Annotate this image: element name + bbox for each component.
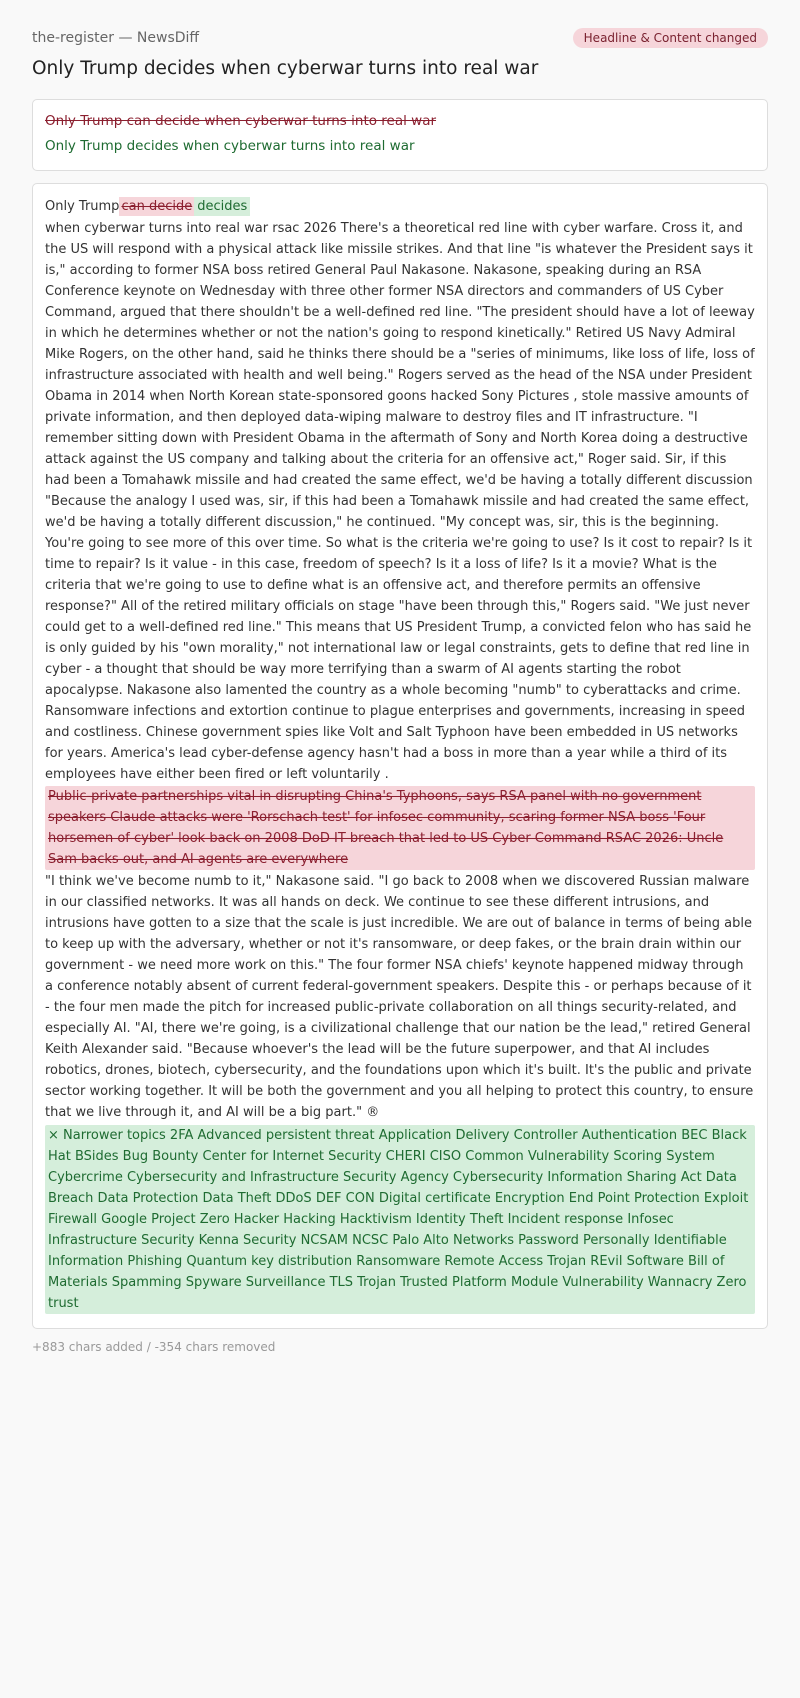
page-title: Only Trump decides when cyberwar turns into real war <box>32 58 539 79</box>
content-lead-line <box>45 196 755 218</box>
added-block: × Narrower topics 2FA Advanced persistent threat Application Delivery Controller Authentication BEC Black Hat BSides Bug Bounty Center for Internet Security CHERI CISO Common Vulnerability Scoring System Cybercrime Cybersecurity and Infrastructure Security Agency Cybersecurity Information Sharing Act Data Breach Data Protection Data Theft DDoS DEF CON Digital certificate Encryption End Point Protection Exploit Firewall Google Project Zero Hacker Hacking Hacktivism Identity Theft Incident response Infosec Infrastructure Security Kenna Security NCSAM NCSC Palo Alto Networks Password Personally Identifiable Information Phishing Quantum key distribution Ransomware Remote Access Trojan REvil Software Bill of Materials Spamming Spyware Surveillance TLS Trojan Trusted Platform Module Vulnerability Wannacry Zero trust <box>45 1125 755 1314</box>
body-paragraph-2: "I think we've become numb to it," Nakasone said. "I go back to 2008 when we discovered Russian malware in our classified networks. It was all hands on deck. We continue to see these different intrusions, and intrusions have gotten to a size that the scale is just incredible. We are out of balance in terms of being able to keep up with the adversary, whether or not it's ransomware, or deep fakes, or the brain drain within our government - we need more work on this." The four former NSA chiefs' keynote happened midway through a conference notably absent of current federal-government speakers. Despite this - or perhaps because of it - the four men made the pitch for increased public-private collaboration on all things security-related, and especially AI. "AI, there we're going, is a civilizational challenge that our nation be the lead," retired General Keith Alexander said. "Because whoever's the lead will be the future superpower, and that AI includes robotics, drones, biotech, cybersecurity, and the foundations upon which it's built. It's the public and private sector working together. It will be both the government and you all helping to protect this country, to ensure that we live through it, and AI will be a big part." ® <box>45 874 754 1120</box>
lead-text: Only Trump <box>45 199 120 214</box>
body-paragraph-1: when cyberwar turns into real war rsac 2026 There's a theoretical red line with cyber warfare. Cross it, and the US will respond with a physical attack like missile strikes. And that line "is whatever the President says it is," according to former NSA boss retired General Paul Nakasone. Nakasone, speaking during an RSA Conference keynote on Wednesday with three other former NSA directors and commanders of US Cyber Command, argued that there shouldn't be a well-defined red line. "The president should have a lot of leeway in which he determines whether or not the nation's going to respond kinetically." Retired US Navy Admiral Mike Rogers, on the other hand, said he thinks there should be a "series of minimums, like loss of life, loss of infrastructure associated with health and well being." Rogers served as the head of the NSA under President Obama in 2014 when North Korean state-sponsored goons hacked Sony Pictures , stole massive amounts of private information, and then deployed data-wiping malware to destroy files and IT infrastructure. "I remember sitting down with President Obama in the aftermath of Sony and North Korea doing a destructive attack against the US company and talking about the criteria for an offensive act," Roger said. Sir, if this had been a Tomahawk missile and had created the same effect, we'd be having a totally different discussion "Because the analogy I used was, sir, if this had been a Tomahawk missile and had created the same effect, we'd be having a totally different discussion," he continued. "My concept was, sir, this is the beginning. You're going to see more of this over time. So what is the criteria we're going to use? Is it cost to repair? Is it time to repair? Is it value - in this case, freedom of speech? Is it a loss of life? Is it a movie? What is the criteria that we're going to use to define what is an offensive act, and therefore permits an offensive response?" All of the retired military officials on stage "have been through this," Rogers said. "We just never could get to a well-defined red line." This means that US President Trump, a convicted felon who has said he is only guided by his "own morality," not international law or legal constraints, gets to define that red line in cyber - a thought that should be way more terrifying than a swarm of AI agents starting the robot apocalypse. Nakasone also lamented the country as a whole becoming "numb" to cyberattacks and crime. Ransomware infections and extortion continue to plague enterprises and governments, increasing in speed and costliness. Chinese government spies like Volt and Salt Typhoon have been embedded in US networks for years. America's lead cyber-defense agency hasn't had a boss in more than a year while a third of its employees have either been fired or left voluntarily . <box>45 221 755 782</box>
change-type-badge: Headline & Content changed <box>573 28 768 48</box>
source-label: the-register — NewsDiff <box>32 30 200 46</box>
headline-old: Only Trump can decide when cyberwar turns into real war <box>45 113 437 129</box>
header <box>32 27 768 49</box>
added-inline: decides <box>194 197 250 216</box>
content-diff <box>32 183 768 1329</box>
headline-diff <box>32 99 768 171</box>
diff-stats: +883 chars added / -354 chars removed <box>32 1340 276 1354</box>
removed-block: Public-private partnerships vital in disrupting China's Typhoons, says RSA panel with no government speakers Claude attacks were 'Rorschach test' for infosec community, scaring former NSA boss 'Four horsemen of cyber' look back on 2008 DoD IT breach that led to US Cyber Command RSAC 2026: Uncle Sam backs out, and AI agents are everywhere <box>45 786 755 870</box>
headline-new: Only Trump decides when cyberwar turns into real war <box>45 138 415 154</box>
removed-inline: can decide <box>121 199 193 214</box>
